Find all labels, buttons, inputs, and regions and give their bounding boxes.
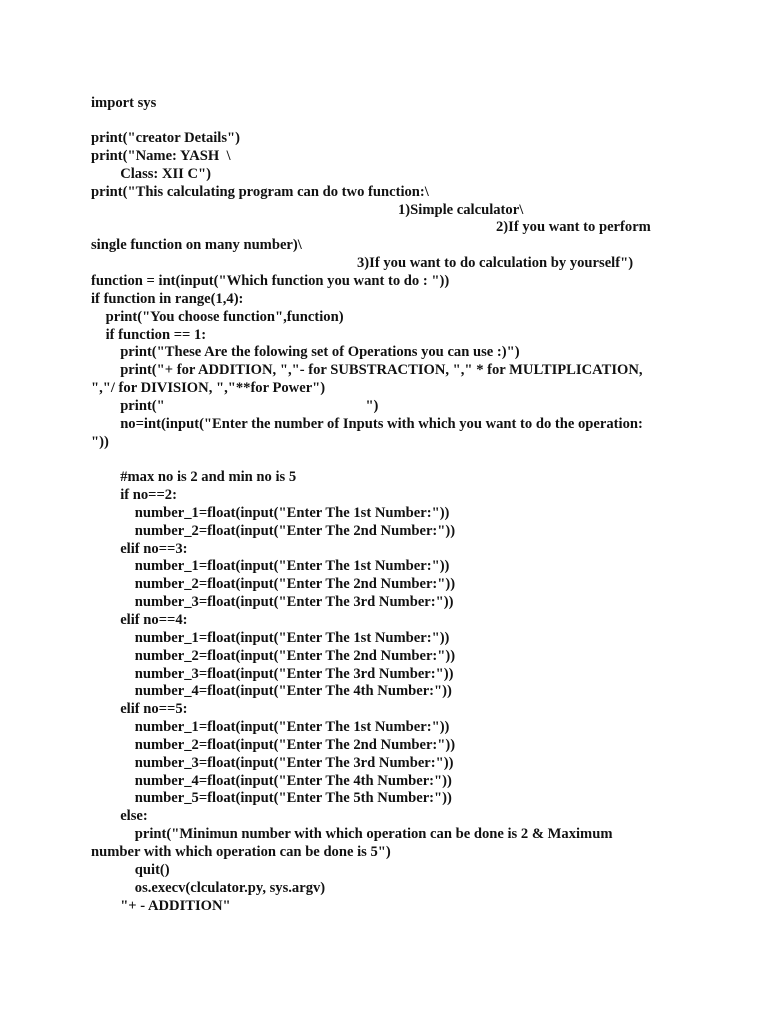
code-line: no=int(input("Enter the number of Inputs with which you want to do the operation: xyxy=(91,416,643,432)
code-line: print("Name: YASH \ xyxy=(91,148,231,164)
code-line: os.execv(clculator.py, sys.argv) xyxy=(91,880,326,896)
code-line: number_4=float(input("Enter The 4th Number:")) xyxy=(91,773,452,789)
code-line: number with which operation can be done is 5") xyxy=(91,844,391,860)
code-line: import sys xyxy=(91,95,157,111)
code-line: elif no==3: xyxy=(91,541,188,557)
code-line: number_2=float(input("Enter The 2nd Number:")) xyxy=(91,648,456,664)
code-line: ")) xyxy=(91,434,109,450)
code-line: print("These Are the folowing set of Operations you can use :)") xyxy=(91,344,520,360)
code-line: ","/ for DIVISION, ","**for Power") xyxy=(91,380,326,396)
code-line: number_1=float(input("Enter The 1st Number:")) xyxy=(91,719,450,735)
code-line: 2)If you want to perform xyxy=(496,219,651,235)
code-line: number_3=float(input("Enter The 3rd Number:")) xyxy=(91,666,454,682)
code-line: number_3=float(input("Enter The 3rd Number:")) xyxy=(91,594,454,610)
code-line: number_3=float(input("Enter The 3rd Number:")) xyxy=(91,755,454,771)
code-line: print(" ") xyxy=(91,398,379,414)
code-line: elif no==4: xyxy=(91,612,188,628)
code-line: function = int(input("Which function you want to do : ")) xyxy=(91,273,450,289)
code-line: Class: XII C") xyxy=(91,166,211,182)
code-line: number_1=float(input("Enter The 1st Number:")) xyxy=(91,505,450,521)
code-line: "+ - ADDITION" xyxy=(91,898,231,914)
code-line: #max no is 2 and min no is 5 xyxy=(91,469,297,485)
code-line: number_2=float(input("Enter The 2nd Number:")) xyxy=(91,576,456,592)
code-line: print("You choose function",function) xyxy=(91,309,344,325)
code-line: number_2=float(input("Enter The 2nd Number:")) xyxy=(91,737,456,753)
code-line: print("Minimun number with which operation can be done is 2 & Maximum xyxy=(91,826,613,842)
code-line: if no==2: xyxy=(91,487,177,503)
code-line: print("creator Details") xyxy=(91,130,240,146)
code-line: single function on many number)\ xyxy=(91,237,302,253)
code-line: 1)Simple calculator\ xyxy=(398,202,524,218)
code-line: print("+ for ADDITION, ","- for SUBSTRACTION, "," * for MULTIPLICATION, xyxy=(91,362,643,378)
code-line: elif no==5: xyxy=(91,701,188,717)
code-line: number_4=float(input("Enter The 4th Number:")) xyxy=(91,683,452,699)
code-line: 3)If you want to do calculation by yourself") xyxy=(357,255,634,271)
code-line: if function in range(1,4): xyxy=(91,291,244,307)
code-line: number_1=float(input("Enter The 1st Number:")) xyxy=(91,630,450,646)
code-line: number_1=float(input("Enter The 1st Number:")) xyxy=(91,558,450,574)
code-line: quit() xyxy=(91,862,170,878)
code-line: number_5=float(input("Enter The 5th Number:")) xyxy=(91,790,452,806)
code-line: else: xyxy=(91,808,148,824)
code-line: if function == 1: xyxy=(91,327,207,343)
code-line: print("This calculating program can do two function:\ xyxy=(91,184,429,200)
code-line: number_2=float(input("Enter The 2nd Number:")) xyxy=(91,523,456,539)
